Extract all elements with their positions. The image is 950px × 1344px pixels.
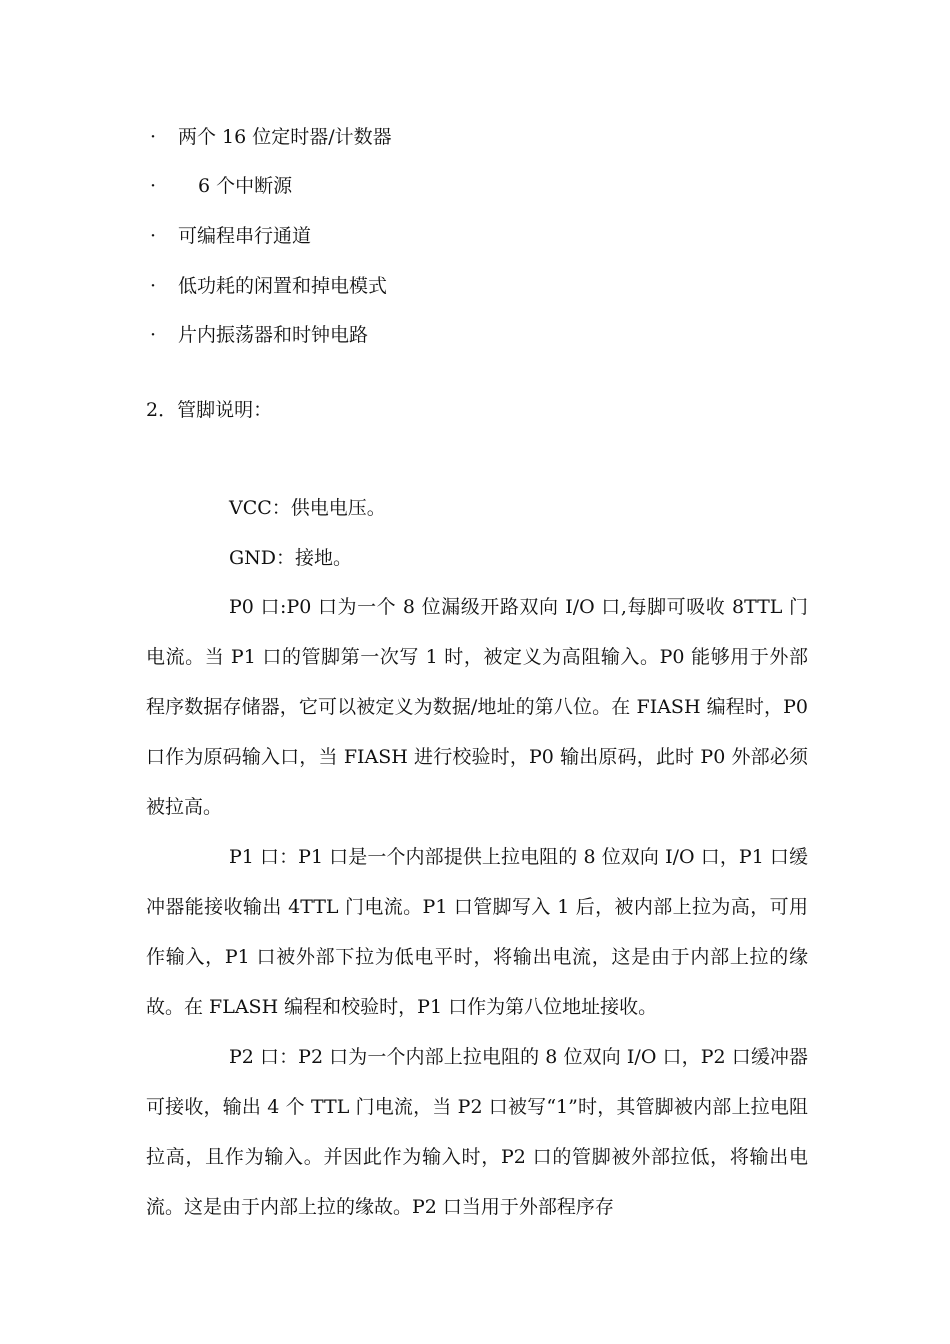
bullet-dot: · <box>150 275 157 297</box>
gnd-line: GND：接地。 <box>229 547 353 569</box>
bullet-item <box>150 271 387 301</box>
vcc-line: VCC：供电电压。 <box>229 497 386 519</box>
bullet-item <box>150 171 292 201</box>
bullet-text: 6 个中断源 <box>198 175 293 197</box>
bullet-dot: · <box>150 175 157 197</box>
bullet-text: 可编程串行通道 <box>178 225 312 247</box>
bullet-text: 片内振荡器和时钟电路 <box>178 324 369 346</box>
paragraph-p2: P2 口：P2 口为一个内部上拉电阻的 8 位双向 I/O 口，P2 口缓冲器可接收，输出 4 个 TTL 门电流，当 P2 口被写“1”时，其管脚被内部上拉电阻拉高，且作为输入。并因此作为输入时，P2 口的管脚被外部拉低，将输出电流。这是由于内部上拉的缘故。P2 口当用于外部程序存 <box>146 1046 808 1218</box>
bullet-text: 低功耗的闲置和掉电模式 <box>178 275 388 297</box>
bullet-text: 两个 16 位定时器/计数器 <box>178 126 392 148</box>
bullet-dot: · <box>150 126 157 148</box>
paragraph-p0: P0 口:P0 口为一个 8 位漏级开路双向 I/O 口,每脚可吸收 8TTL 门电流。当 P1 口的管脚第一次写 1 时，被定义为高阻输入。P0 能够用于外部程序数据存储器，它可以被定义为数据/地址的第八位。在 FIASH 编程时，P0 口作为原码输入口，当 FIASH 进行校验时，P0 输出原码，此时 P0 外部必须被拉高。 <box>146 596 808 818</box>
bullet-dot: · <box>150 225 157 247</box>
section-heading: 2．管脚说明： <box>146 399 273 421</box>
bullet-dot: · <box>150 324 157 346</box>
bullet-item <box>150 221 311 251</box>
bullet-item <box>150 122 392 152</box>
paragraph-p1: P1 口：P1 口是一个内部提供上拉电阻的 8 位双向 I/O 口，P1 口缓冲器能接收输出 4TTL 门电流。P1 口管脚写入 1 后，被内部上拉为高，可用作输入，P1 口被外部下拉为低电平时，将输出电流，这是由于内部上拉的缘故。在 FLASH 编程和校验时，P1 口作为第八位地址接收。 <box>146 846 808 1018</box>
bullet-item <box>150 320 368 350</box>
